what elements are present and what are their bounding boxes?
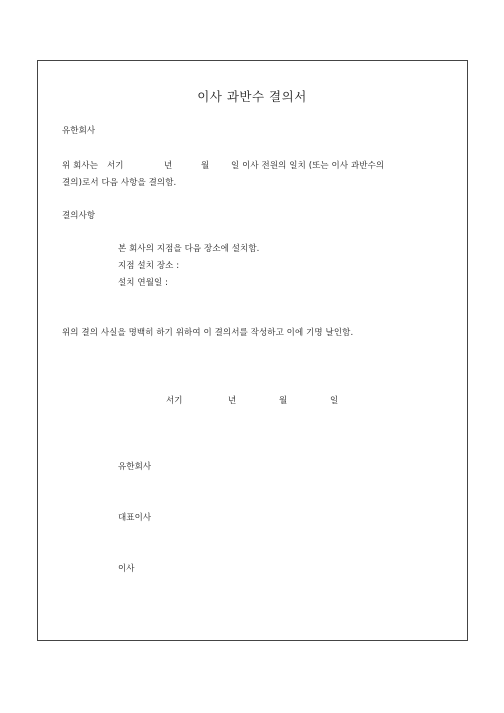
resolution-heading: 결의사항 xyxy=(62,211,96,221)
intro-subject: 위 회사는 xyxy=(62,161,99,171)
intro-era: 서기 xyxy=(107,161,124,171)
signature-representative: 대표이사 xyxy=(118,513,152,523)
signature-company: 유한회사 xyxy=(118,462,152,472)
signature-director: 이사 xyxy=(118,564,135,574)
closing-statement: 위의 결의 사실을 명백히 하기 위하여 이 결의서를 작성하고 이에 기명 날인함. xyxy=(62,328,354,338)
date-year: 년 xyxy=(228,396,237,406)
date-era: 서기 xyxy=(166,396,183,406)
resolution-item-3: 설치 연월일 : xyxy=(118,278,169,288)
company-label: 유한회사 xyxy=(62,126,96,136)
document-frame xyxy=(37,60,468,641)
intro-day-rest: 일 이사 전원의 일치 (또는 이사 과반수의 xyxy=(231,161,385,171)
resolution-item-1: 본 회사의 지점을 다음 장소에 설치함. xyxy=(118,244,260,254)
document-title: 이사 과반수 결의서 xyxy=(197,89,307,104)
intro-line-2: 결의)로서 다음 사항을 결의함. xyxy=(62,178,177,188)
resolution-item-2: 지점 설치 장소 : xyxy=(118,261,180,271)
date-month: 월 xyxy=(279,396,288,406)
date-day: 일 xyxy=(330,396,339,406)
intro-month: 월 xyxy=(201,161,210,171)
intro-year: 년 xyxy=(164,161,173,171)
